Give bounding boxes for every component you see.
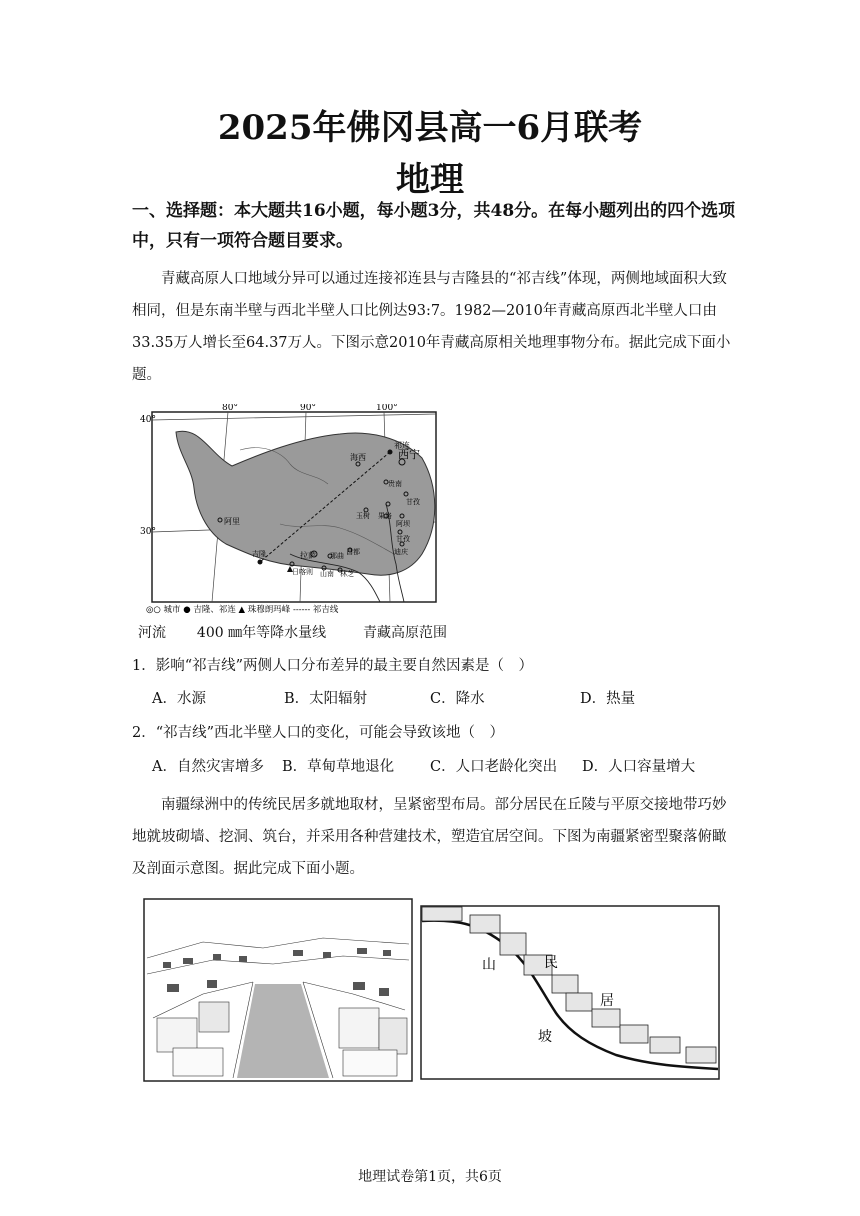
place-label: 贵南 [388, 480, 402, 488]
option: D．热量 [580, 691, 636, 707]
question-1-options [152, 687, 712, 707]
passage-1: 青藏高原人口地域分异可以通过连接祁连县与吉隆县的“祁吉线”体现，两侧地域面积大致相同，但是东南半壁与西北半壁人口比例达93:7。1982—2010年青藏高原西北半壁人口由33.35万人增长至64.37万人。下图示意2010年青藏高原相关地理事物分布。据此完成下面小题。 [132, 271, 731, 383]
place-label: 吉隆 [252, 550, 266, 558]
option: D．人口容量增大 [582, 759, 696, 775]
option: B．太阳辐射 [284, 691, 368, 707]
lon-label: 90° [300, 404, 316, 413]
place-label: 拉萨 [300, 551, 316, 560]
map-legend: ◎○ 城市 ● 吉隆、祁连 ▲ 珠穆朗玛峰 ------ 祁吉线 [146, 605, 339, 615]
option: C．人口老龄化突出 [430, 759, 558, 775]
page-footer: 地理试卷第1页，共6页 [358, 1169, 502, 1185]
place-label: 祁连 [394, 441, 410, 450]
place-label: 海西 [350, 453, 366, 462]
option: A．自然灾害增多 [152, 759, 264, 775]
place-label: 山南 [320, 570, 334, 578]
place-label: 那曲 [330, 552, 344, 560]
place-label: 日喀则 [292, 568, 313, 576]
place-label: 阿里 [224, 517, 240, 526]
place-label: 昌都 [346, 548, 360, 556]
aerial-village-sketch [143, 898, 413, 1082]
place-label: 阿坝 [396, 520, 410, 528]
profile-label-ju: 居 [600, 993, 614, 1009]
section-heading: 一、选择题：本大题共16小题，每小题3分，共48分。在每小题列出的四个选项中，只有一项符合题目要求。 [132, 201, 736, 251]
lat-label: 30° [140, 527, 156, 537]
option: A．水源 [152, 691, 206, 707]
place-label: 果洛 [378, 512, 392, 520]
profile-label-min: 民 [544, 955, 558, 971]
legend-isohyet: 400 ㎜年等降水量线 [196, 625, 327, 641]
lon-label: 80° [222, 404, 238, 413]
subject-title: 地理 [396, 160, 464, 200]
question-2-options [152, 755, 732, 775]
legend-range: 青藏高原范围 [362, 625, 447, 641]
qinghai-tibet-map [140, 404, 440, 616]
place-label: 玉树 [356, 512, 370, 520]
profile-label-mountain: 山 [482, 957, 496, 973]
place-label: 迪庆 [394, 548, 408, 556]
profile-label-slope: 坡 [538, 1029, 552, 1045]
option: C．降水 [430, 691, 485, 707]
lon-label: 100° [376, 404, 398, 413]
place-label: 甘孜 [396, 535, 410, 543]
page-title: 2025年佛冈县高一6月联考 [217, 108, 643, 148]
question-1: 1．影响“祁吉线”两侧人口分布差异的最主要自然因素是（ ） [132, 658, 534, 674]
passage-2: 南疆绿洲中的传统民居多就地取材，呈紧密型布局。部分居民在丘陵与平原交接地带巧妙地就坡砌墙、挖洞、筑台，并采用各种营建技术，塑造宜居空间。下图为南疆紧密型聚落俯瞰及剖面示意图。据此完成下面小题。 [132, 797, 727, 877]
place-label: 西宁 [398, 448, 420, 461]
place-label: 甘孜 [406, 498, 420, 506]
settlement-profile [420, 905, 720, 1080]
lat-label: 40° [140, 415, 156, 425]
map-legend-row [138, 622, 447, 642]
place-label: 林芝 [340, 570, 354, 578]
option: B．草甸草地退化 [282, 759, 395, 775]
question-2: 2．“祁吉线”西北半壁人口的变化，可能会导致该地（ ） [132, 725, 505, 741]
legend-river: 河流 [138, 625, 166, 641]
